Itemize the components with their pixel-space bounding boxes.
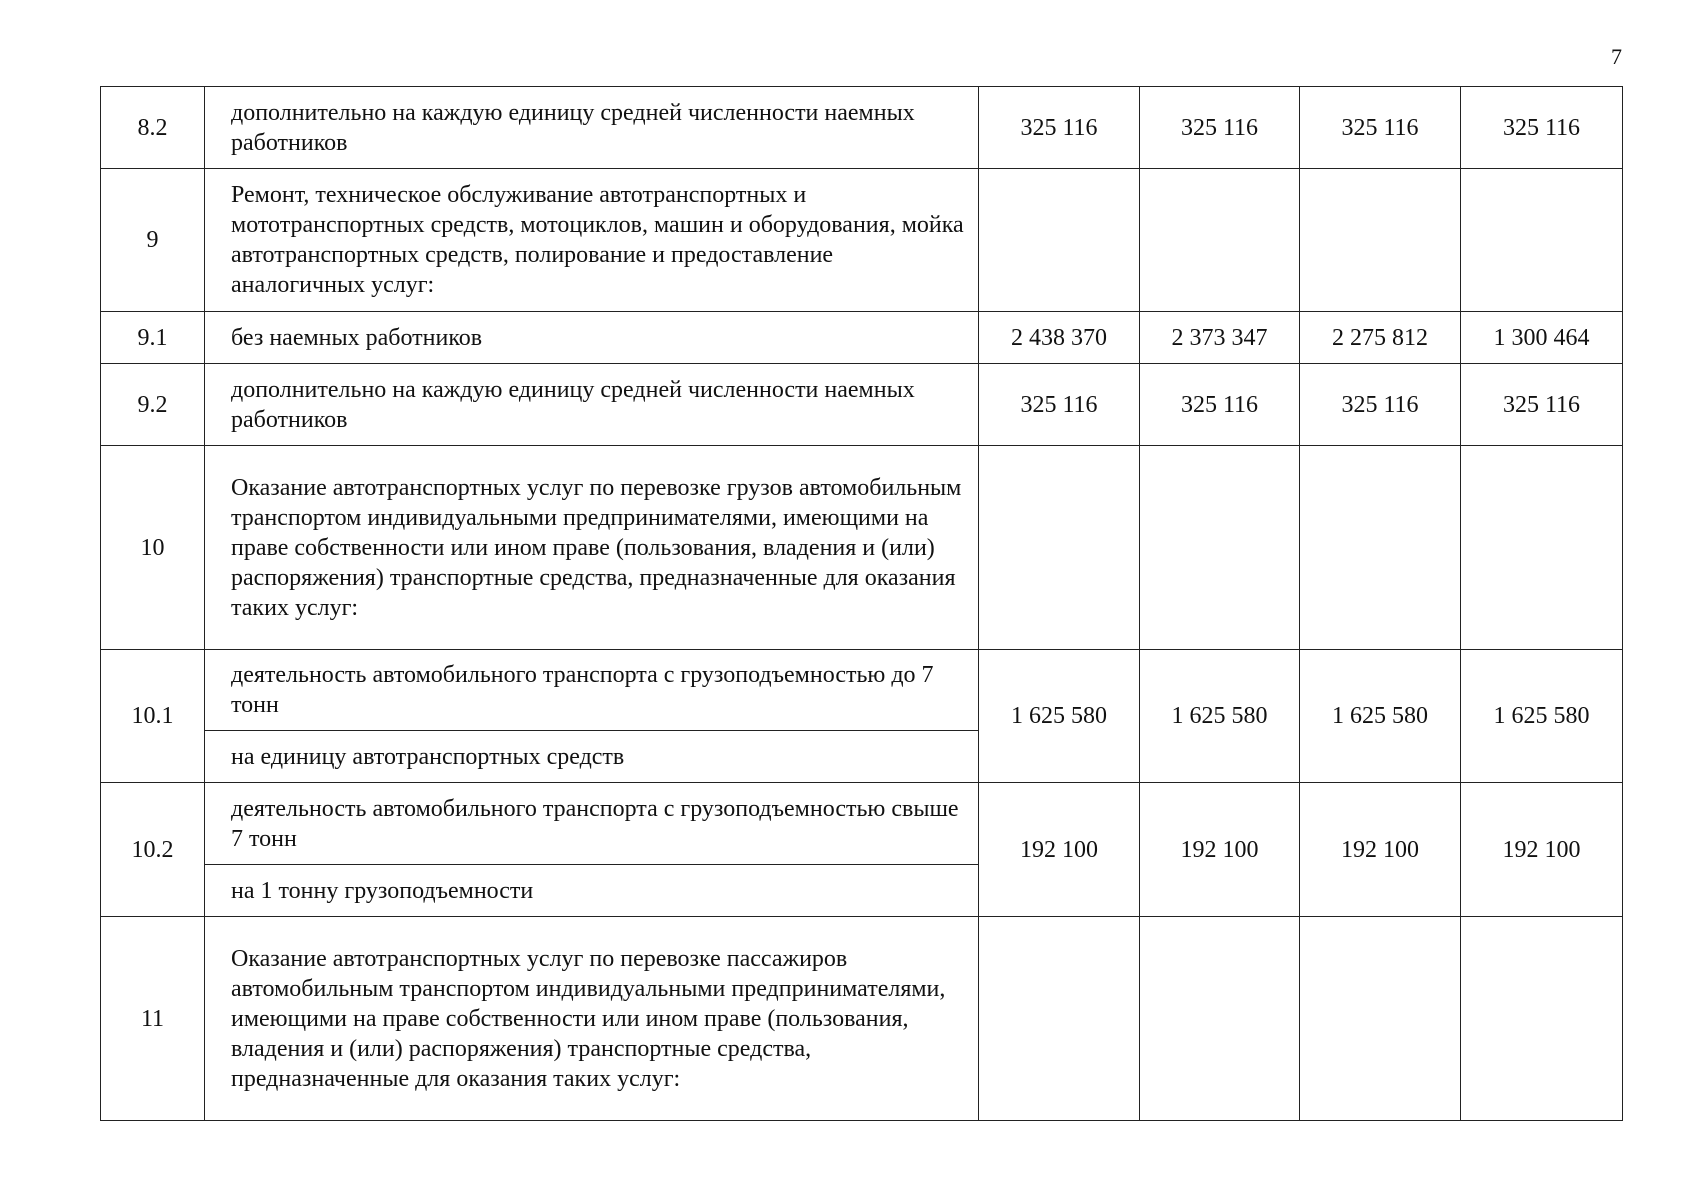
page-number: 7 <box>1611 44 1622 69</box>
row-value <box>1461 169 1623 312</box>
row-value <box>979 169 1140 312</box>
row-description: Оказание автотранспортных услуг по перевозке грузов автомобильным транспортом индивидуальными предпринимателями, имеющими на праве собственности или ином праве (пользования, владения и (или) распоряжения) транспортные средства, предназначенные для оказания таких услуг: <box>205 446 979 650</box>
row-value <box>1140 446 1300 650</box>
row-description: Оказание автотранспортных услуг по перевозке пассажиров автомобильным транспортом индивидуальными предпринимателями, имеющими на праве собственности или ином праве (пользования, владения и (или) распоряжения) транспортные средства, предназначенные для оказания таких услуг: <box>205 917 979 1121</box>
row-number: 8.2 <box>101 87 205 169</box>
row-number: 10.1 <box>101 650 205 783</box>
row-value <box>1461 446 1623 650</box>
row-value <box>1300 169 1461 312</box>
row-value <box>1461 917 1623 1121</box>
row-number: 10.2 <box>101 783 205 917</box>
row-value: 192 100 <box>1300 783 1461 917</box>
row-value: 325 116 <box>1300 87 1461 169</box>
table-row <box>101 169 1623 312</box>
table-row <box>101 446 1623 650</box>
row-value: 2 438 370 <box>979 312 1140 364</box>
row-number: 10 <box>101 446 205 650</box>
row-value <box>1300 446 1461 650</box>
row-value: 1 625 580 <box>979 650 1140 783</box>
row-description: дополнительно на каждую единицу средней численности наемных работников <box>205 364 979 446</box>
row-value: 2 373 347 <box>1140 312 1300 364</box>
row-value <box>1300 917 1461 1121</box>
row-value: 192 100 <box>979 783 1140 917</box>
row-value: 1 625 580 <box>1300 650 1461 783</box>
table-row <box>101 312 1623 364</box>
table-row <box>101 783 1623 865</box>
row-value <box>979 917 1140 1121</box>
row-value: 192 100 <box>1461 783 1623 917</box>
row-number: 11 <box>101 917 205 1121</box>
row-description: деятельность автомобильного транспорта с грузоподъемностью свыше 7 тонн <box>205 783 979 865</box>
row-description: без наемных работников <box>205 312 979 364</box>
row-number: 9.2 <box>101 364 205 446</box>
row-number: 9.1 <box>101 312 205 364</box>
row-description-unit: на 1 тонну грузоподъемности <box>205 865 979 917</box>
table-row <box>101 87 1623 169</box>
table-row <box>101 650 1623 731</box>
row-value: 1 300 464 <box>1461 312 1623 364</box>
row-value: 325 116 <box>1300 364 1461 446</box>
row-value <box>979 446 1140 650</box>
row-value <box>1140 917 1300 1121</box>
row-value: 1 625 580 <box>1140 650 1300 783</box>
row-description: дополнительно на каждую единицу средней численности наемных работников <box>205 87 979 169</box>
row-description-unit: на единицу автотранспортных средств <box>205 731 979 783</box>
table-row <box>101 364 1623 446</box>
row-value: 325 116 <box>1461 364 1623 446</box>
tariff-table <box>100 86 1623 1121</box>
table-row <box>101 917 1623 1121</box>
row-description: деятельность автомобильного транспорта с грузоподъемностью до 7 тонн <box>205 650 979 731</box>
row-description: Ремонт, техническое обслуживание автотранспортных и мототранспортных средств, мотоциклов, машин и оборудования, мойка автотранспортных средств, полирование и предоставление аналогичных услуг: <box>205 169 979 312</box>
row-value: 325 116 <box>1140 364 1300 446</box>
row-number: 9 <box>101 169 205 312</box>
row-value: 192 100 <box>1140 783 1300 917</box>
row-value: 1 625 580 <box>1461 650 1623 783</box>
row-value: 325 116 <box>1140 87 1300 169</box>
row-value: 325 116 <box>1461 87 1623 169</box>
row-value: 325 116 <box>979 364 1140 446</box>
row-value: 2 275 812 <box>1300 312 1461 364</box>
row-value: 325 116 <box>979 87 1140 169</box>
row-value <box>1140 169 1300 312</box>
